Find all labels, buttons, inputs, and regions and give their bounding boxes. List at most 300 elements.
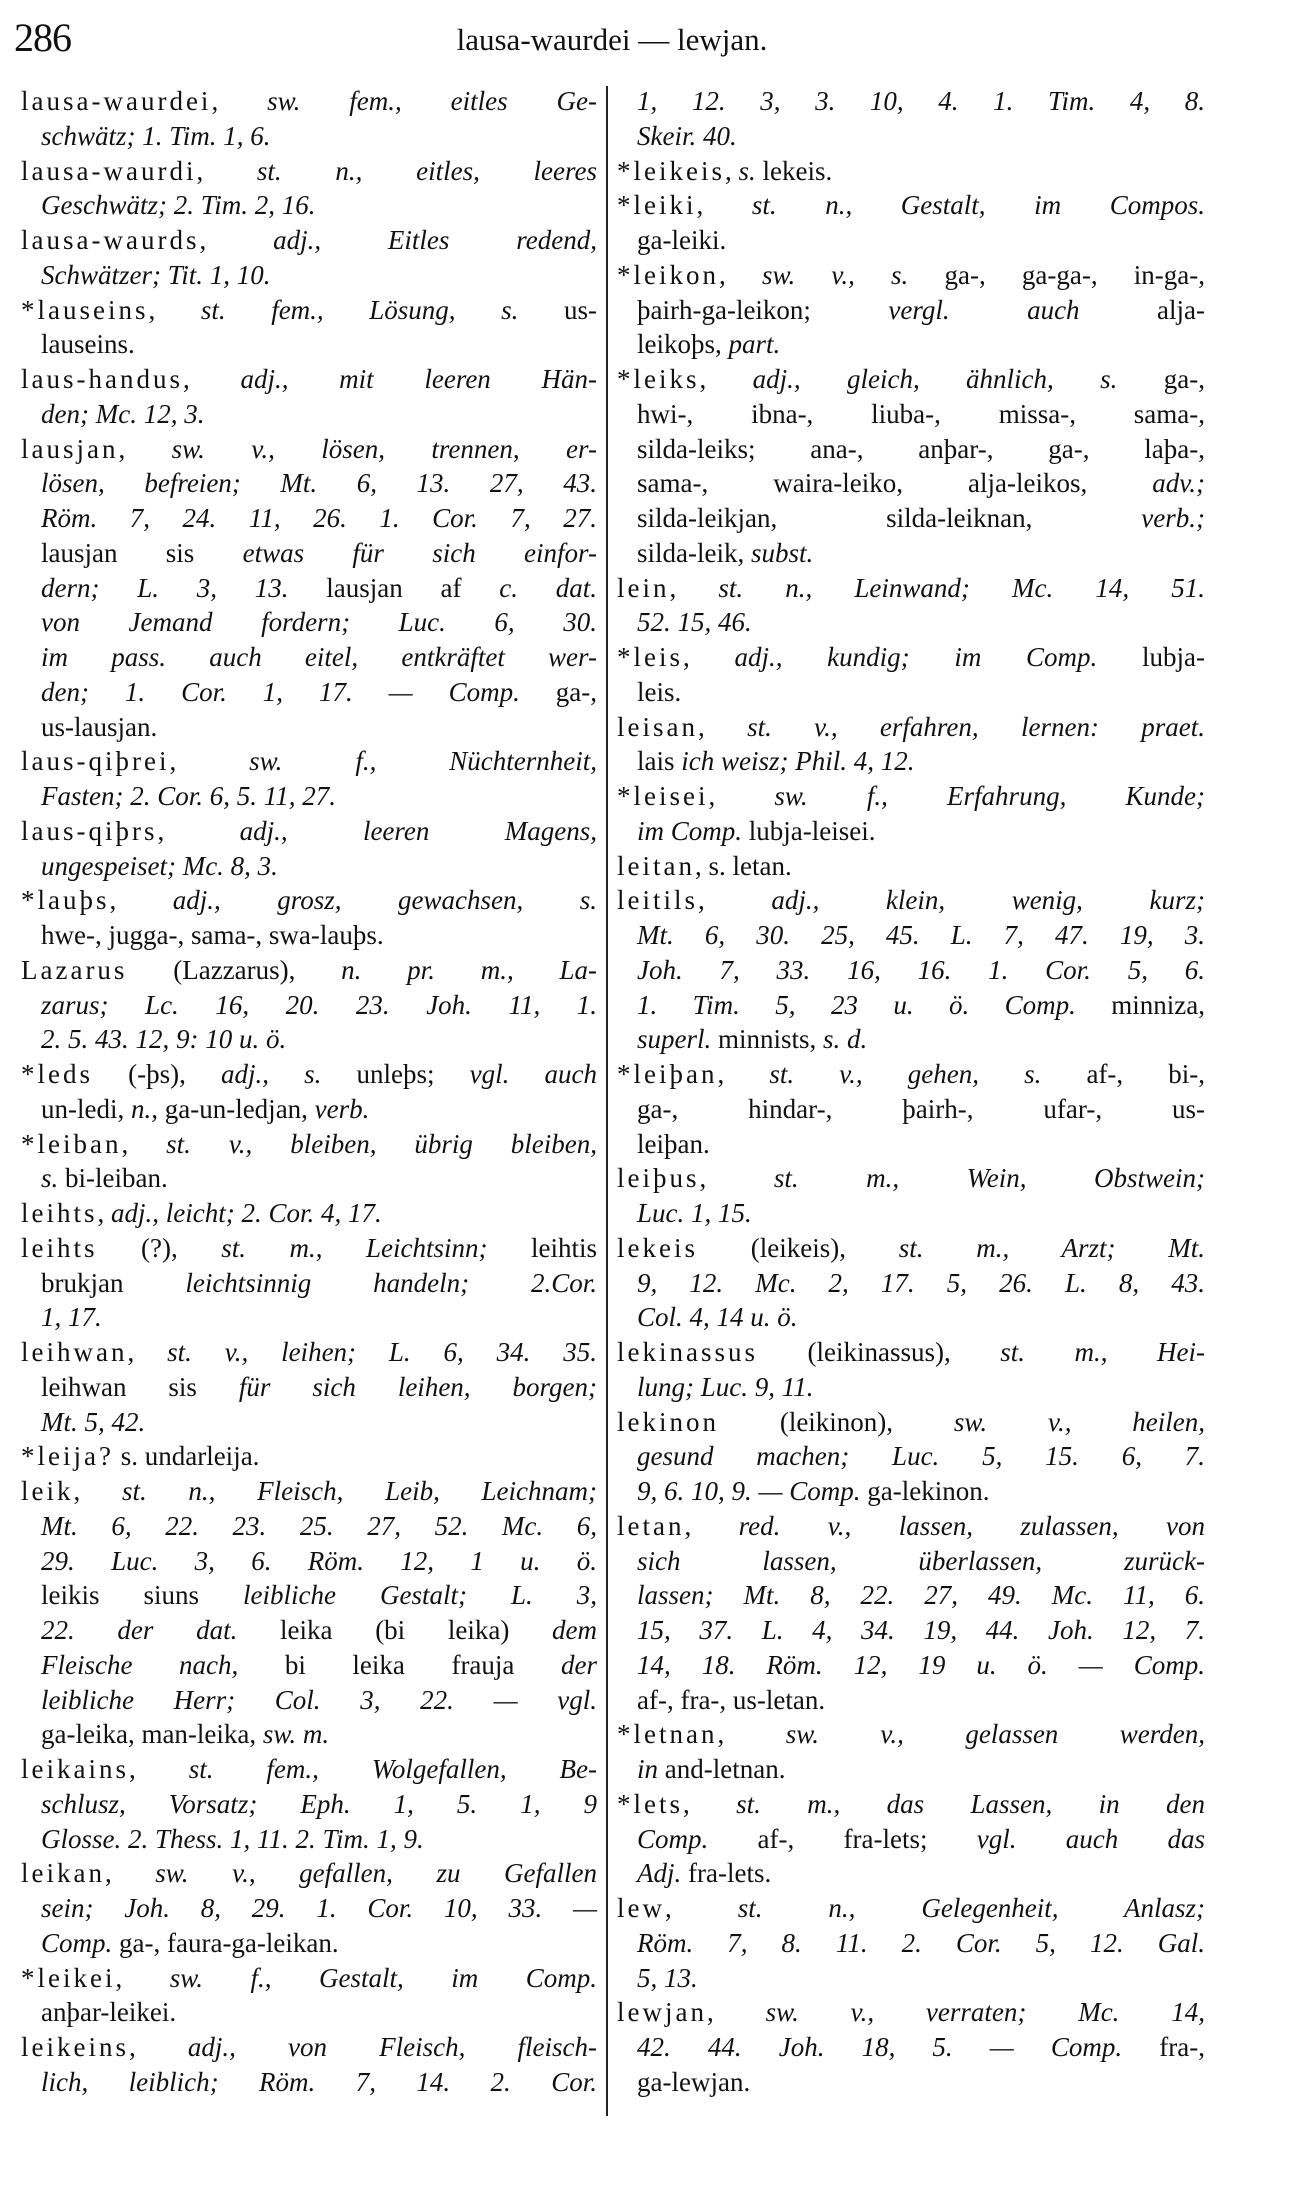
headword: *leis — [617, 642, 683, 672]
headword: leitan — [617, 850, 695, 881]
italic-text: im Comp. — [637, 815, 743, 846]
italic-text: red. v., lassen, zulassen, von — [738, 1510, 1206, 1541]
entry-headline — [21, 1231, 597, 1266]
entry-line — [21, 258, 597, 293]
italic-text: den; 1. Cor. 1, 17. — Comp. — [41, 676, 520, 707]
italic-text: st. n., Gestalt, im Compos. — [751, 190, 1205, 221]
entry-headline — [617, 1057, 1205, 1092]
right-column — [617, 84, 1205, 2100]
italic-text: sw. f., Nüchternheit, — [249, 746, 597, 777]
entry-line — [617, 84, 1205, 119]
entry-line — [21, 466, 597, 501]
roman-text: , — [148, 294, 201, 325]
roman-text: ga-, ga-ga-, in-ga-, — [908, 259, 1206, 290]
roman-text: af-, fra-, us-letan. — [637, 1684, 826, 1715]
entry-headline — [617, 571, 1205, 606]
entry-headline — [617, 849, 1205, 884]
entry-line — [21, 918, 597, 953]
italic-text: schlusz, Vorsatz; Eph. 1, 5. 1, 9 — [41, 1788, 597, 1819]
italic-text: adj., gleich, ähnlich, s. — [752, 364, 1118, 394]
entry-line — [21, 988, 597, 1023]
italic-text: sw. f., Gestalt, im Comp. — [169, 1962, 597, 1993]
entry-headline — [21, 84, 597, 119]
roman-text: us-lausjan. — [41, 711, 158, 742]
italic-text: adj., klein, wenig, kurz; — [771, 885, 1205, 916]
roman-text: fra-, — [1122, 2032, 1205, 2062]
italic-text: Luc. 1, 15. — [637, 1198, 752, 1228]
roman-text: leika (bi leika) — [237, 1615, 553, 1645]
italic-text: st. fem., Wolgefallen, Be- — [188, 1754, 597, 1784]
entry-line — [21, 536, 597, 571]
headword: leiþus — [617, 1163, 700, 1194]
italic-text: 2. 5. 43. 12, 9: 10 u. ö. — [41, 1024, 287, 1055]
roman-text: , — [182, 364, 241, 394]
roman-text: brukjan — [41, 1267, 186, 1298]
entry-line — [21, 571, 597, 606]
roman-text: , — [211, 86, 268, 116]
roman-text: bi-leiban. — [58, 1163, 168, 1194]
italic-text: adj., leeren Magens, — [239, 815, 597, 846]
entry-line — [21, 1822, 597, 1857]
roman-text: , — [699, 364, 753, 394]
roman-text: (-þs), — [93, 1059, 221, 1089]
entry-line — [617, 293, 1205, 328]
entry-headline — [21, 1474, 597, 1509]
entry-line — [617, 2030, 1205, 2065]
entry-headline — [617, 883, 1205, 918]
entry-line — [21, 1717, 597, 1752]
headword: leihts — [21, 1198, 98, 1228]
roman-text: (Lazzarus), — [127, 954, 342, 985]
entry-headline — [617, 258, 1205, 293]
roman-text: , s. letan. — [694, 850, 792, 881]
roman-text: alja- — [1079, 294, 1205, 325]
italic-text: sw. fem., eitles Ge- — [267, 86, 597, 116]
italic-text: st. v., gehen, s. — [769, 1059, 1042, 1089]
italic-text: sw. v., heilen, — [953, 1406, 1205, 1437]
italic-text: 15, 37. L. 4, 34. 19, 44. Joh. 12, 7. — [637, 1615, 1205, 1645]
roman-text: silda-leiks; ana-, anþar-, ga-, laþa-, — [637, 433, 1205, 464]
entry-line — [21, 1648, 597, 1683]
entry-line — [21, 119, 597, 154]
entry-headline — [617, 1405, 1205, 1440]
headword: *leikei — [21, 1962, 116, 1993]
headword: lew — [617, 1893, 665, 1923]
entry-headline — [21, 1752, 597, 1787]
italic-text: st. v., leihen; L. 6, 34. 35. — [167, 1337, 598, 1367]
headword: leikeins — [21, 2032, 129, 2062]
italic-text: im pass. auch eitel, entkräftet wer- — [41, 642, 597, 672]
roman-text: , — [706, 1997, 766, 2028]
roman-text: , — [104, 1858, 156, 1889]
entry-headline — [617, 1787, 1205, 1822]
entry-line — [617, 1544, 1205, 1579]
entry-headline — [617, 188, 1205, 223]
roman-text: un-ledi, — [41, 1093, 131, 1124]
italic-text: sw. v., lösen, trennen, er- — [171, 433, 597, 464]
italic-text: adj., von Fleisch, fleisch- — [187, 2032, 598, 2062]
italic-text: 9, 12. Mc. 2, 17. 5, 26. L. 8, 43. — [637, 1267, 1205, 1298]
roman-text: minniza, — [1075, 989, 1205, 1020]
italic-text: in — [637, 1754, 659, 1784]
roman-text: , — [118, 433, 172, 464]
entry-headline — [21, 1961, 597, 1996]
entry-line — [21, 1300, 597, 1335]
roman-text: , — [199, 225, 274, 255]
roman-text: lausjan sis — [41, 537, 243, 568]
italic-text: st. v., bleiben, übrig bleiben, — [166, 1128, 597, 1159]
italic-text: Mt. 5, 42. — [41, 1406, 146, 1437]
italic-text: Comp. — [637, 1823, 709, 1854]
headword: leikan — [21, 1858, 105, 1889]
entry-headline — [617, 1231, 1205, 1266]
italic-text: sw. v., gelassen werden, — [785, 1719, 1205, 1750]
entry-line — [21, 1161, 597, 1196]
italic-text: lung; Luc. 9, 11. — [637, 1371, 814, 1402]
roman-text: , — [169, 746, 250, 777]
entry-line — [617, 432, 1205, 467]
italic-text: st. n., Fleisch, Leib, Leichnam; — [121, 1476, 597, 1506]
italic-text: 9, 6. 10, 9. — Comp. — [637, 1476, 861, 1506]
italic-text: Joh. 7, 33. 16, 16. 1. Cor. 5, 6. — [637, 954, 1205, 985]
roman-text: af-, bi-, — [1041, 1059, 1206, 1089]
italic-text: den; Mc. 12, 3. — [41, 398, 205, 429]
roman-text: leis. — [637, 676, 682, 707]
roman-text: silda-leik, — [637, 537, 751, 568]
italic-text: Geschwätz; 2. Tim. 2, 16. — [41, 190, 316, 221]
entry-line — [617, 1196, 1205, 1231]
italic-text: subst. — [750, 537, 814, 568]
entry-headline — [617, 1891, 1205, 1926]
entry-line — [617, 119, 1205, 154]
entry-headline — [617, 1717, 1205, 1752]
entry-headline — [21, 1439, 597, 1474]
italic-text: für sich leihen, borgen; — [238, 1371, 597, 1402]
italic-text: dem — [552, 1615, 597, 1645]
italic-text: 52. 15, 46. — [637, 607, 752, 638]
italic-text: dern; L. 3, 13. — [41, 572, 289, 603]
headword: lein — [617, 572, 670, 603]
entry-line — [21, 1092, 597, 1127]
entry-line — [21, 1613, 597, 1648]
entry-line — [21, 397, 597, 432]
roman-text: ga-lewjan. — [637, 2066, 751, 2097]
roman-text: and-letnan. — [658, 1754, 786, 1784]
entry-line — [21, 1683, 597, 1718]
italic-text: verb.; — [1141, 503, 1205, 533]
entry-line — [21, 1266, 597, 1301]
italic-text: 1. Tim. 5, 23 u. ö. Comp. — [637, 989, 1076, 1020]
roman-text: ga-, — [519, 676, 597, 707]
entry-line — [21, 640, 597, 675]
headword: lekeis — [617, 1232, 698, 1263]
roman-text: , — [196, 155, 257, 186]
roman-text: hwi-, ibna-, liuba-, missa-, sama-, — [637, 398, 1205, 429]
roman-text: leikis siuns — [41, 1580, 244, 1611]
roman-text: , — [719, 259, 762, 290]
italic-text: st. m., Arzt; Mt. — [898, 1232, 1205, 1263]
entry-line — [21, 710, 597, 745]
headword: lekinon — [617, 1406, 719, 1437]
headword: *lauseins — [21, 294, 149, 325]
entry-line — [617, 814, 1205, 849]
entry-line — [617, 988, 1205, 1023]
roman-text: leihwan sis — [41, 1371, 239, 1402]
entry-line — [617, 397, 1205, 432]
roman-text: , — [697, 711, 748, 742]
roman-text: , — [128, 2032, 188, 2062]
roman-text: , — [717, 1059, 770, 1089]
roman-text: leihtis — [487, 1232, 598, 1263]
italic-text: 5, 13. — [637, 1962, 698, 1993]
roman-text: ga-lekinon. — [860, 1476, 990, 1506]
italic-text: Röm. 7, 8. 11. 2. Cor. 5, 12. Gal. — [637, 1927, 1205, 1958]
headword: *leds — [21, 1059, 93, 1089]
entry-line — [21, 605, 597, 640]
italic-text: st. n., Gelegenheit, Anlasz; — [737, 1893, 1205, 1923]
italic-text: Glosse. 2. Thess. 1, 11. 2. Tim. 1, 9. — [41, 1823, 424, 1854]
italic-text: 22. der dat. — [41, 1615, 238, 1645]
headword: *lauþs — [21, 885, 110, 916]
left-column — [21, 84, 597, 2100]
entry-line — [21, 1578, 597, 1613]
entry-line — [21, 501, 597, 536]
entry-line — [617, 1856, 1205, 1891]
roman-text: (leikinassus), — [758, 1337, 1001, 1367]
headword: *leiki — [617, 190, 697, 221]
headword: laus-handus — [21, 364, 183, 394]
roman-text: hwe-, jugga-, sama-, swa-lauþs. — [41, 920, 384, 950]
roman-text: , — [73, 1476, 122, 1506]
italic-text: Adj. — [637, 1858, 682, 1889]
entry-line — [21, 188, 597, 223]
entry-headline — [617, 1335, 1205, 1370]
headword: *leiþan — [617, 1059, 718, 1089]
entry-line — [617, 1926, 1205, 1961]
italic-text: etwas für sich einfor- — [242, 537, 598, 568]
italic-text: s. — [738, 155, 756, 186]
entry-line — [21, 1995, 597, 2030]
entry-line — [21, 327, 597, 362]
entry-headline — [21, 1127, 597, 1162]
italic-text: der — [560, 1649, 597, 1680]
entry-headline — [21, 154, 597, 189]
headword: *leikon — [617, 259, 719, 290]
roman-text: lausjan af — [288, 572, 500, 603]
entry-headline — [617, 640, 1205, 675]
roman-text: unleþs; — [321, 1059, 470, 1089]
italic-text: adj., s. — [221, 1059, 322, 1089]
headword: *lets — [617, 1788, 683, 1819]
entry-line — [617, 744, 1205, 779]
entry-line — [617, 918, 1205, 953]
roman-text: minnists, — [711, 1024, 824, 1055]
entry-headline — [21, 883, 597, 918]
headword: letan — [617, 1510, 685, 1541]
roman-text: ga-leika, man-leika, — [41, 1719, 263, 1750]
italic-text: ungespeiset; Mc. 8, 3. — [41, 850, 278, 881]
entry-headline — [617, 1161, 1205, 1196]
entry-line — [21, 675, 597, 710]
entry-line — [617, 466, 1205, 501]
entry-headline — [21, 362, 597, 397]
entry-line — [617, 675, 1205, 710]
entry-line — [617, 1370, 1205, 1405]
roman-text: lubja- — [1097, 642, 1205, 672]
roman-text: ga-, hindar-, þairh-, ufar-, us- — [637, 1093, 1205, 1124]
italic-text: leibliche Gestalt; L. 3, — [243, 1580, 597, 1611]
italic-text: 42. 44. Joh. 18, 5. — Comp. — [637, 2032, 1123, 2062]
italic-text: sw. f., Erfahrung, Kunde; — [774, 781, 1205, 811]
italic-text: 1, 12. 3, 3. 10, 4. 1. Tim. 4, 8. — [637, 86, 1205, 116]
entry-headline — [21, 1057, 597, 1092]
roman-text: , — [696, 190, 752, 221]
entry-headline — [21, 814, 597, 849]
italic-text: Fleische nach, — [41, 1649, 239, 1680]
italic-text: s. — [41, 1163, 59, 1194]
entry-headline — [21, 432, 597, 467]
entry-headline — [617, 710, 1205, 745]
roman-text: , — [128, 1754, 189, 1784]
roman-text: , — [121, 1128, 167, 1159]
column-divider — [606, 86, 608, 2116]
headword: lausa-waurdei — [21, 86, 212, 116]
entry-line — [617, 1092, 1205, 1127]
roman-text: lekeis. — [755, 155, 833, 186]
roman-text: fra-lets. — [681, 1858, 772, 1889]
entry-headline — [21, 744, 597, 779]
entry-line — [617, 1022, 1205, 1057]
italic-text: vgl. auch — [469, 1059, 597, 1089]
italic-text: adj., Eitles redend, — [273, 225, 597, 255]
italic-text: Röm. 7, 24. 11, 26. 1. Cor. 7, 27. — [41, 503, 597, 533]
entry-headline — [21, 1196, 597, 1231]
roman-text: silda-leikjan, silda-leiknan, — [637, 503, 1142, 533]
entry-line — [617, 1474, 1205, 1509]
entry-headline — [617, 1995, 1205, 2030]
roman-text: lais — [637, 746, 682, 777]
roman-text: , — [683, 642, 735, 672]
entry-headline — [617, 1509, 1205, 1544]
entry-line — [21, 1022, 597, 1057]
italic-text: st. m., das Lassen, in den — [736, 1788, 1206, 1819]
roman-text: , — [664, 1893, 738, 1923]
page-number: 286 — [14, 15, 71, 60]
entry-line — [617, 1648, 1205, 1683]
italic-text: st. v., erfahren, lernen: praet. — [747, 711, 1206, 742]
headword: *leiban — [21, 1128, 122, 1159]
entry-line — [21, 1405, 597, 1440]
italic-text: leichtsinnig handeln; 2.Cor. — [185, 1267, 597, 1298]
italic-text: Skeir. 40. — [637, 120, 737, 151]
headword: leihts — [21, 1232, 98, 1263]
italic-text: st. fem., Lösung, s. — [200, 294, 519, 325]
roman-text: leiþan. — [637, 1128, 710, 1159]
entry-line — [21, 849, 597, 884]
italic-text: sw. v., s. — [761, 259, 909, 290]
headword: laus-qiþrei — [21, 746, 170, 777]
headword: leikains — [21, 1754, 129, 1784]
entry-headline — [21, 223, 597, 258]
entry-line — [617, 1300, 1205, 1335]
entry-line — [617, 1822, 1205, 1857]
entry-line — [21, 779, 597, 814]
italic-text: lassen; Mt. 8, 22. 27, 49. Mc. 11, 6. — [637, 1580, 1205, 1611]
italic-text: st. n., Leinwand; Mc. 14, 51. — [718, 572, 1205, 603]
roman-text: ga-, faura-ga-leikan. — [112, 1927, 339, 1958]
italic-text: sich lassen, überlassen, zurück- — [637, 1545, 1205, 1576]
entry-line — [21, 1509, 597, 1544]
italic-text: part. — [728, 329, 781, 360]
roman-text: , — [157, 815, 240, 846]
italic-text: lich, leiblich; Röm. 7, 14. 2. Cor. — [41, 2066, 597, 2097]
headword: laus-qiþrs — [21, 815, 158, 846]
italic-text: verb. — [314, 1093, 370, 1124]
italic-text: Schwätzer; Tit. 1, 10. — [41, 259, 271, 290]
italic-text: c. dat. — [499, 572, 598, 603]
entry-headline — [21, 1335, 597, 1370]
entry-headline — [21, 953, 597, 988]
headword: *leisei — [617, 781, 709, 811]
roman-text: lauseins. — [41, 329, 135, 360]
roman-text: , — [708, 781, 775, 811]
entry-line — [21, 2065, 597, 2100]
roman-text: , — [699, 1163, 774, 1194]
entry-line — [617, 536, 1205, 571]
roman-text: s. undarleija. — [113, 1441, 260, 1472]
italic-text: leibliche Herr; Col. 3, 22. — vgl. — [41, 1684, 597, 1715]
roman-text: , — [109, 885, 173, 916]
entry-headline — [21, 2030, 597, 2065]
headword: *leija? — [21, 1441, 114, 1472]
italic-text: sw. m. — [262, 1719, 330, 1750]
italic-text: lösen, befreien; Mt. 6, 13. 27, 43. — [41, 468, 597, 499]
roman-text: lubja-leisei. — [742, 815, 876, 846]
running-head-title: lausa-waurdei — lewjan. — [456, 22, 768, 57]
roman-text: ga-, — [1117, 364, 1205, 394]
italic-text: gesund machen; Luc. 5, 15. 6, 7. — [637, 1441, 1205, 1472]
roman-text: , — [724, 155, 739, 186]
entry-line — [617, 501, 1205, 536]
entry-line — [21, 1891, 597, 1926]
roman-text: , — [683, 1788, 737, 1819]
headword: lausa-waurds — [21, 225, 200, 255]
running-head — [0, 22, 1304, 58]
roman-text: ga-leiki. — [637, 225, 727, 255]
entry-line — [617, 1127, 1205, 1162]
entry-headline — [617, 779, 1205, 814]
roman-text: (?), — [97, 1232, 222, 1263]
italic-text: Comp. — [41, 1927, 113, 1958]
headword: leitils — [617, 885, 698, 916]
roman-text: af-, fra-lets; — [708, 1823, 977, 1854]
roman-text: ga-un-ledjan, — [157, 1093, 315, 1124]
entry-line — [617, 223, 1205, 258]
roman-text: , — [97, 1198, 111, 1228]
entry-line — [617, 1752, 1205, 1787]
italic-text: adj., mit leeren Hän- — [240, 364, 597, 394]
italic-text: von Jemand fordern; Luc. 6, 30. — [41, 607, 597, 638]
headword: Lazarus — [21, 954, 128, 985]
italic-text: st. m., Hei- — [1000, 1337, 1205, 1367]
roman-text: (leikeis), — [697, 1232, 899, 1263]
headword: leik — [21, 1476, 74, 1506]
headword: lausa-waurdi — [21, 155, 197, 186]
roman-text: anþar-leikei. — [41, 1997, 177, 2028]
italic-text: sw. v., gefallen, zu Gefallen — [155, 1858, 597, 1889]
roman-text: , — [669, 572, 719, 603]
italic-text: vgl. auch das — [976, 1823, 1205, 1854]
